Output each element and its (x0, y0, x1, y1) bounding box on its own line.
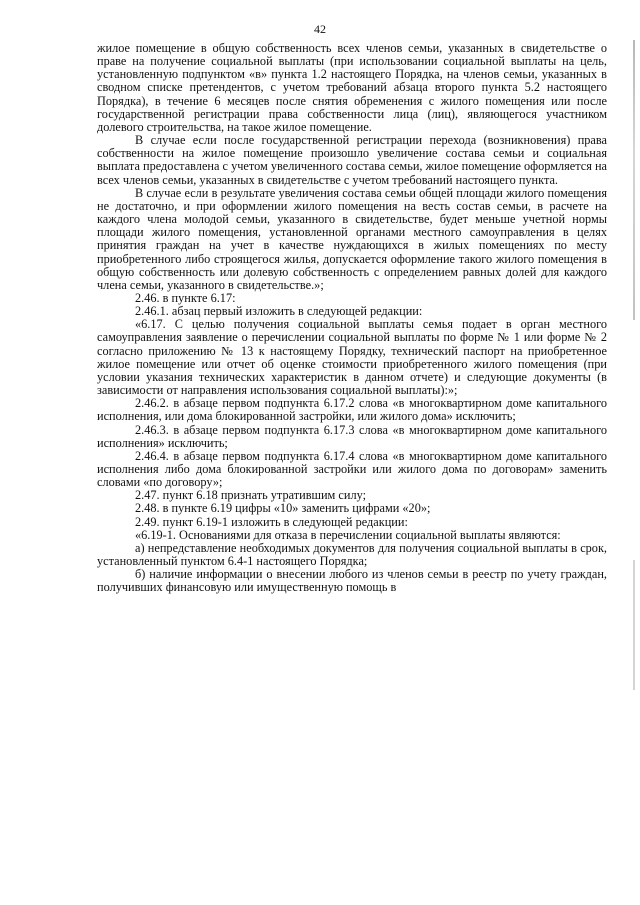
paragraph: «6.19-1. Основаниями для отказа в перечислении социальной выплаты являются: (135, 527, 561, 542)
paragraph: 2.46. в пункте 6.17: (135, 290, 236, 305)
paragraph: В случае если после государственной регистрации перехода (возникновения) права собственности на жилое помещение произошло увеличение состава семьи и социальная выплата предоставлена с учетом увеличенного состава семьи, жилое помещение оформляется на всех членов семьи, указанных в свидетельстве с учетом требований настоящего пункта. (97, 133, 607, 187)
page-number: 42 (314, 22, 326, 36)
paragraph: В случае если в результате увеличения состава семьи общей площади жилого помещения не достаточно, и при оформлении жилого помещения на весть состав семьи, в расчете на каждого члена молодой семьи, указанного в свидетельстве, будет меньше учетной нормы площади жилого помещения, установленной органами местного самоуправления в целях принятия граждан на учет в качестве нуждающихся в жилых помещениях по месту приобретенного либо строящегося жилья, допускается оформление такого жилого помещения в общую собственность или долевую собственность с определением равных долей для каждого члена семьи, указанного в свидетельстве.»; (97, 185, 607, 292)
paragraph: 2.47. пункт 6.18 признать утратившим силу; (135, 488, 366, 503)
paragraph: 2.49. пункт 6.19-1 изложить в следующей редакции: (135, 514, 408, 529)
paragraph: 2.48. в пункте 6.19 цифры «10» заменить цифрами «20»; (135, 501, 431, 516)
paragraph: «6.17. С целью получения социальной выплаты семья подает в орган местного самоуправления заявление о перечислении социальной выплаты по форме № 1 или форме № 2 согласно приложению № 13 к настоящему Порядку, технический паспорт на приобретенное жилое помещение или отчет об оценке стоимости приобретенного жилого помещения (при условии указания технических характеристик в данном отчете) и следующие документы (в зависимости от направления использования социальной выплаты):»; (97, 317, 607, 398)
paragraph: 2.46.4. в абзаце первом подпункта 6.17.4 слова «в многоквартирном доме капитального исполнения либо дома блокированной застройки или жилого дома по договорам» заменить словами «по договору»; (97, 448, 607, 490)
paragraph: 2.46.3. в абзаце первом подпункта 6.17.3 слова «в многоквартирном доме капитального исполнения» исключить; (97, 422, 607, 450)
paragraph: 2.46.2. в абзаце первом подпункта 6.17.2 слова «в многоквартирном доме капитального исполнения, или дома блокированной застройки, или жилого дома» исключить; (97, 396, 607, 424)
paragraph: а) непредставление необходимых документов для получения социальной выплаты в срок, установленный пунктом 6.4-1 настоящего Порядка; (97, 540, 607, 569)
scan-edge-artifact (633, 40, 635, 320)
scan-edge-artifact (633, 560, 635, 690)
paragraph: б) наличие информации о внесении любого из членов семьи в реестр по учету граждан, получивших финансовую или имущественную помощь в (97, 567, 607, 595)
paragraph: жилое помещение в общую собственность всех членов семьи, указанных в свидетельстве о праве на получение социальной выплаты (при использовании социальной выплаты на цель, установленную подпунктом «в» пункта 1.2 настоящего Порядка, на членов семьи, указанных в сводном списке претендентов, с учетом требований абзаца второго пункта 5.2 настоящего Порядка), в течение 6 месяцев после снятия обременения с жилого помещения или после государственной регистрации права собственности лица (лиц), являющегося участником долевого строительства, на такое жилое помещение. (97, 41, 607, 134)
document-body (97, 42, 607, 595)
paragraph: 2.46.1. абзац первый изложить в следующей редакции: (135, 304, 423, 319)
